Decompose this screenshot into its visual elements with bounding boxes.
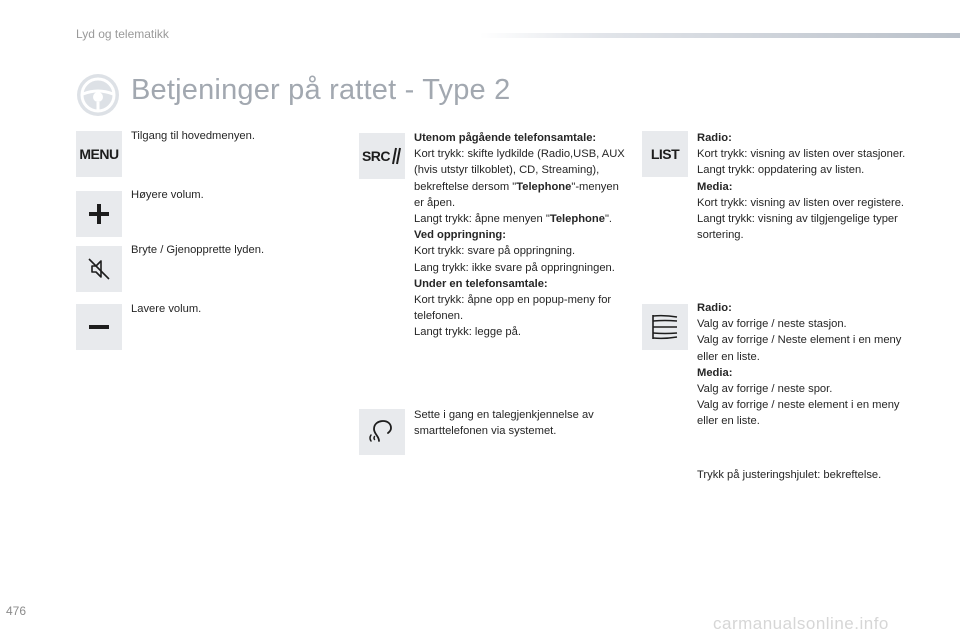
list-text-2: Langt trykk: oppdatering av listen. (697, 164, 865, 177)
list-description (697, 130, 909, 243)
src-text-4: Lang trykk: ikke svare på oppringningen. (414, 261, 615, 274)
wheel-text-4: Valg av forrige / neste element i en meny eller en liste. (697, 399, 900, 428)
list-button-icon (642, 131, 688, 177)
list-heading-media: Media: (697, 180, 733, 193)
wheel-text-3: Valg av forrige / neste spor. (697, 383, 833, 396)
mute-icon (76, 246, 122, 292)
src-text-5: Kort trykk: åpne opp en popup-meny for telefonen. (414, 294, 612, 323)
header-rule (480, 33, 960, 38)
wheel-description (697, 300, 909, 430)
volume-down-icon (76, 304, 122, 350)
list-text-4: Langt trykk: visning av tilgjengelige typer sortering. (697, 213, 898, 242)
volume-down-description: Lavere volum. (131, 303, 202, 315)
wheel-text-2: Valg av forrige / Neste element i en meny eller en liste. (697, 334, 902, 363)
src-text-1: Kort trykk: skifte lydkilde (Radio,USB, AUX (hvis utstyr tilkoblet), CD, Streaming), bekreftelse dersom "Telephone"-menyen er åpen. (414, 148, 625, 209)
mute-description: Bryte / Gjenopprette lyden. (131, 244, 265, 256)
wheel-heading-radio: Radio: (697, 302, 732, 314)
menu-description: Tilgang til hovedmenyen. (131, 130, 255, 142)
src-button-label: SRC (361, 148, 391, 164)
src-description (414, 130, 626, 341)
wheel-text-1: Valg av forrige / neste stasjon. (697, 318, 847, 331)
wheel-heading-media: Media: (697, 366, 733, 379)
src-button-icon (359, 133, 405, 179)
voice-command-icon (359, 409, 405, 455)
src-heading-3: Under en telefonsamtale: (414, 277, 548, 290)
watermark: carmanualsonline.info (713, 614, 889, 633)
src-text-3: Kort trykk: svare på oppringning. (414, 245, 576, 258)
wheel-press-description: Trykk på justeringshjulet: bekreftelse. (697, 469, 882, 481)
list-button-label: LIST (650, 146, 680, 162)
page-number: 476 (6, 604, 27, 618)
menu-button-label: MENU (79, 146, 119, 162)
volume-up-icon (76, 191, 122, 237)
src-slash-icon (390, 147, 402, 165)
list-text-1: Kort trykk: visning av listen over stasjoner. (697, 148, 906, 161)
src-heading-1: Utenom pågående telefonsamtale: (414, 132, 597, 144)
section-header: Lyd og telematikk (76, 27, 169, 41)
thumbwheel-icon (642, 304, 688, 350)
page-title: Betjeninger på rattet - Type 2 (131, 74, 511, 106)
steering-wheel-icon (76, 73, 120, 117)
src-text-2: Langt trykk: åpne menyen "Telephone". (414, 213, 613, 226)
voice-description: Sette i gang en talegjenkjennelse av smarttelefonen via systemet. (414, 409, 594, 438)
volume-up-description: Høyere volum. (131, 189, 204, 201)
menu-button-icon (76, 131, 122, 177)
src-text-6: Langt trykk: legge på. (414, 326, 521, 339)
list-heading-radio: Radio: (697, 132, 732, 144)
list-text-3: Kort trykk: visning av listen over registere. (697, 196, 905, 209)
src-heading-2: Ved oppringning: (414, 229, 506, 242)
